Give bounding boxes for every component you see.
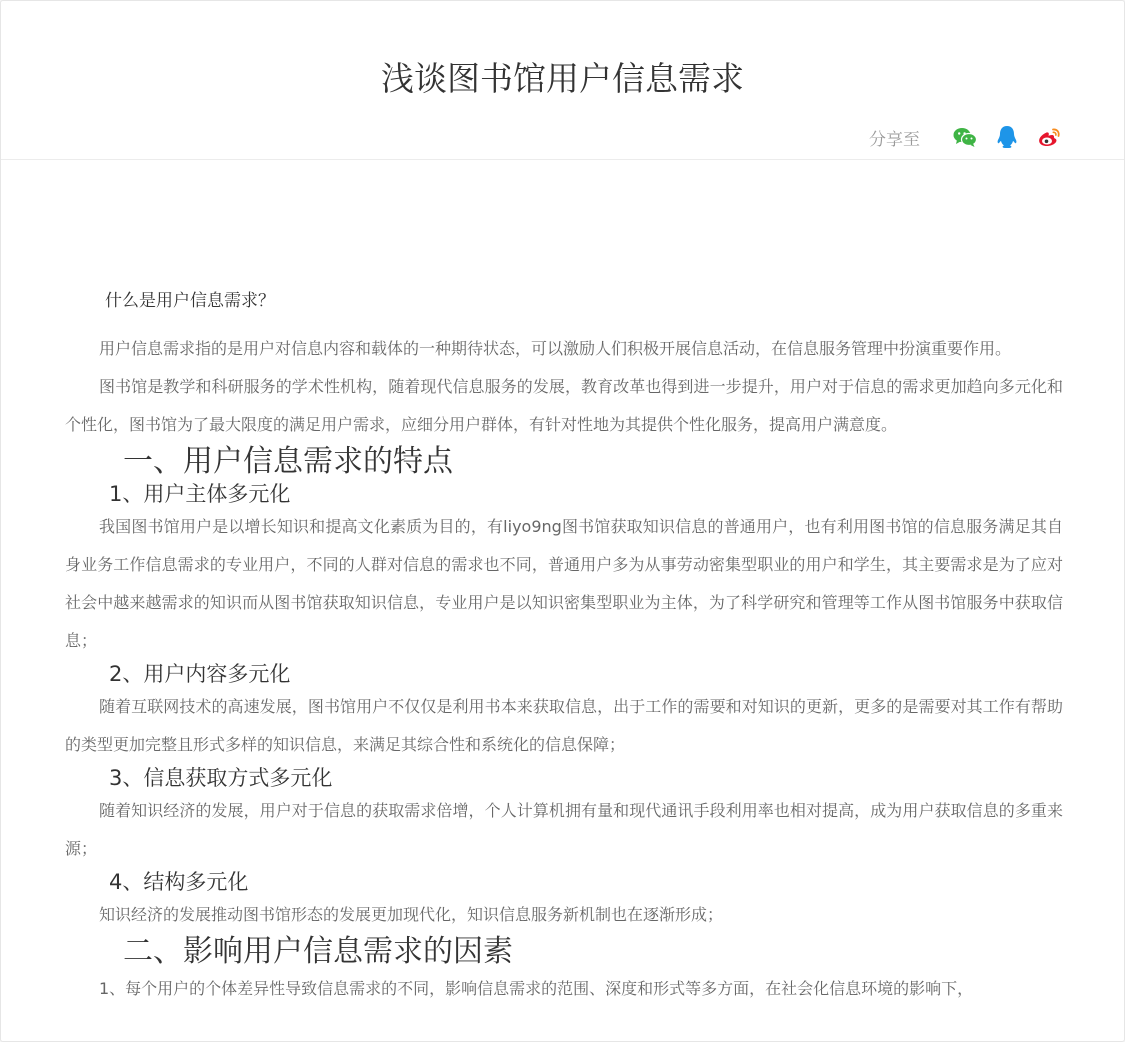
subsection-1-text: 我国图书馆用户是以增长知识和提高文化素质为目的，有liyo9ng图书馆获取知识信息的普通用户，也有利用图书馆的信息服务满足其自身业务工作信息需求的专业用户，不同的人群对信息的需求也不同，普通用户多为从事劳动密集型职业的用户和学生，其主要需求是为了应对社会中越来越需求的知识而从图书馆获取知识信息，专业用户是以知识密集型职业为主体，为了科学研究和管理等工作从图书馆服务中获取信息； — [65, 517, 1063, 650]
subsection-2-heading: 2、用户内容多元化 — [109, 662, 291, 686]
subsection-3-text: 随着知识经济的发展，用户对于信息的获取需求倍增，个人计算机拥有量和现代通讯手段利用率也相对提高，成为用户获取信息的多重来源； — [65, 801, 1063, 858]
weibo-icon[interactable] — [1036, 124, 1062, 150]
article-title: 浅谈图书馆用户信息需求 — [381, 59, 744, 98]
section-1-heading: 一、用户信息需求的特点 — [123, 444, 453, 479]
subsection-4-heading: 4、结构多元化 — [109, 870, 249, 894]
question-heading: 什么是用户信息需求？ — [105, 291, 275, 311]
subsection-3-heading: 3、信息获取方式多元化 — [109, 766, 333, 790]
share-label: 分享至 — [869, 129, 920, 150]
intro-paragraph-1: 用户信息需求指的是用户对信息内容和载体的一种期待状态，可以激励人们积极开展信息活动，在信息服务管理中扮演重要作用。 — [99, 339, 1012, 358]
article-body — [65, 286, 1063, 1008]
qq-icon[interactable] — [994, 124, 1020, 150]
wechat-icon[interactable] — [952, 124, 978, 150]
subsection-2-text: 随着互联网技术的高速发展，图书馆用户不仅仅是利用书本来获取信息，出于工作的需要和对知识的更新，更多的是需要对其工作有帮助的类型更加完整且形式多样的知识信息，来满足其综合性和系统化的信息保障； — [65, 697, 1063, 754]
article-header — [1, 1, 1124, 160]
section-2-heading: 二、影响用户信息需求的因素 — [123, 934, 513, 969]
intro-paragraph-2: 图书馆是教学和科研服务的学术性机构，随着现代信息服务的发展，教育改革也得到进一步提升，用户对于信息的需求更加趋向多元化和个性化，图书馆为了最大限度的满足用户需求，应细分用户群体，有针对性地为其提供个性化服务，提高用户满意度。 — [65, 377, 1063, 434]
subsection-1-heading: 1、用户主体多元化 — [109, 482, 291, 506]
section-2-text: 1、每个用户的个体差异性导致信息需求的不同，影响信息需求的范围、深度和形式等多方面，在社会化信息环境的影响下， — [99, 979, 974, 998]
share-bar — [869, 121, 1062, 153]
subsection-4-text: 知识经济的发展推动图书馆形态的发展更加现代化，知识信息服务新机制也在逐渐形成； — [99, 905, 724, 924]
